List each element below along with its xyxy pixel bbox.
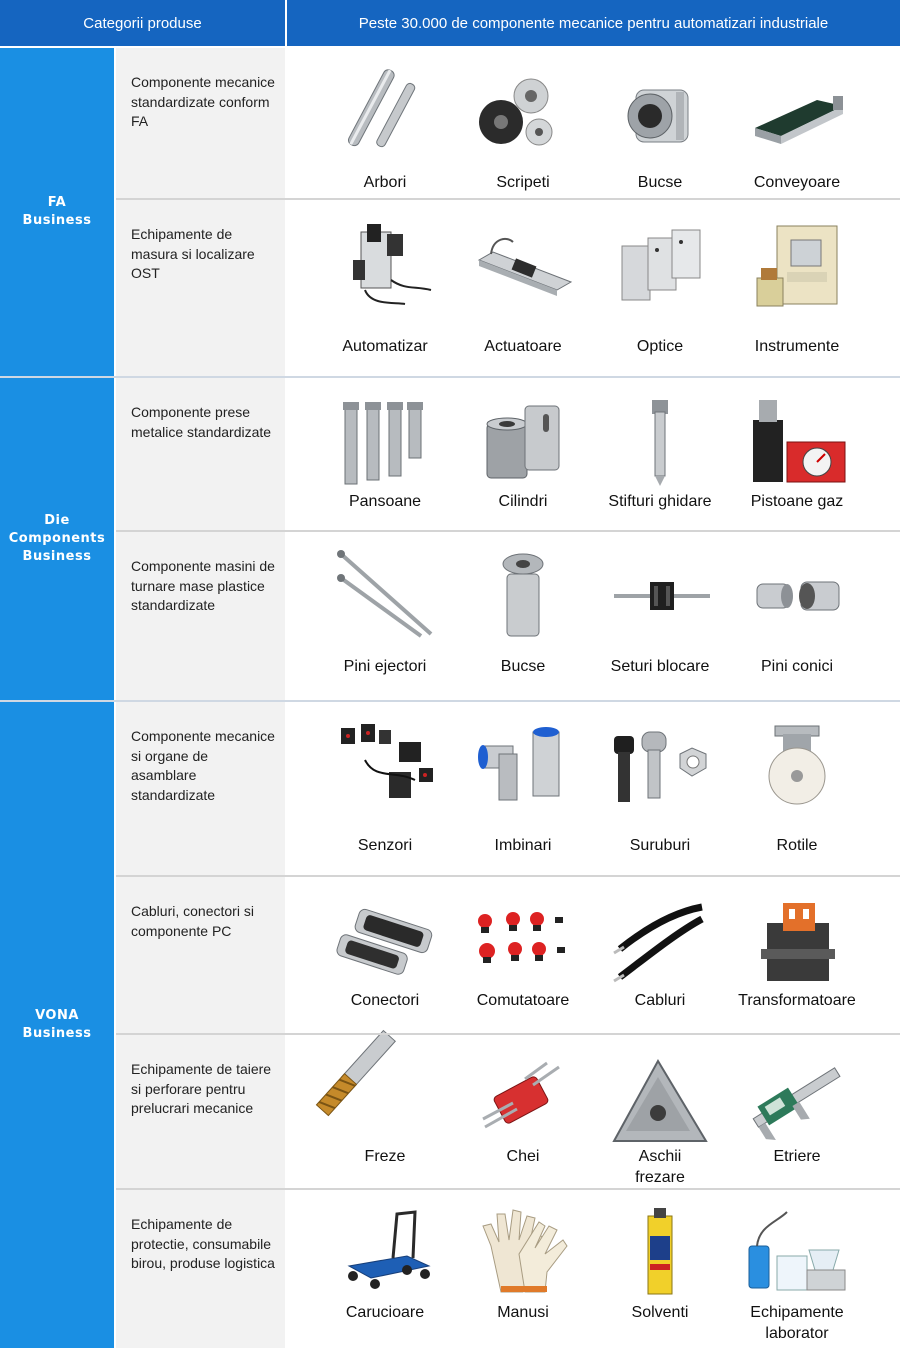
- sensor-icon: [335, 720, 435, 810]
- business-fa: [0, 48, 114, 376]
- product-item[interactable]: [590, 702, 730, 875]
- product-label: Conectori: [350, 992, 420, 1009]
- product-item[interactable]: [590, 1035, 730, 1188]
- product-item[interactable]: [453, 1035, 593, 1188]
- product-label: Manusi: [497, 1304, 549, 1321]
- product-row: [287, 378, 900, 530]
- taper-pin-icon: [747, 550, 847, 640]
- product-item[interactable]: [727, 702, 867, 875]
- header-description-label: Peste 30.000 de componente mecanice pentru automatizari industriale: [358, 14, 829, 32]
- hex-key-icon: [473, 1057, 573, 1147]
- product-label: Cilindri: [498, 493, 548, 510]
- product-label: Aschii frezare: [635, 1148, 685, 1186]
- row-separator: [116, 198, 900, 200]
- product-item[interactable]: [453, 378, 593, 530]
- bushing-icon: [610, 70, 710, 160]
- header-categories-label: Categorii produse: [83, 14, 202, 32]
- product-item[interactable]: [315, 702, 455, 875]
- product-row: [287, 702, 900, 875]
- category-cell: [116, 702, 285, 875]
- product-item[interactable]: [590, 48, 730, 198]
- product-label: Etriere: [773, 1148, 821, 1165]
- category-cell: [116, 378, 285, 530]
- product-item[interactable]: [727, 1035, 867, 1188]
- caliper-icon: [747, 1057, 847, 1147]
- product-item[interactable]: [727, 532, 867, 700]
- product-label: Suruburi: [629, 837, 691, 854]
- product-label: Carucioare: [345, 1304, 425, 1321]
- category-cell: [116, 200, 285, 376]
- row-separator: [0, 376, 900, 378]
- product-label: Transformatoare: [738, 992, 856, 1009]
- shaft-icon: [335, 70, 435, 160]
- row-separator: [116, 530, 900, 532]
- header-categories: [0, 0, 285, 46]
- product-row: [287, 877, 900, 1033]
- product-label: Comutatoare: [476, 992, 570, 1009]
- product-item[interactable]: [453, 877, 593, 1033]
- product-item[interactable]: [590, 1190, 730, 1348]
- product-item[interactable]: [453, 702, 593, 875]
- category-label: Componente masini de turnare mase plastice standardizate: [131, 558, 275, 613]
- product-item[interactable]: [453, 48, 593, 198]
- product-label: Automatizar: [342, 338, 428, 355]
- product-label: Chei: [506, 1148, 540, 1165]
- automation-icon: [335, 220, 435, 310]
- transformer-icon: [747, 899, 847, 989]
- lab-icon: [747, 1206, 847, 1296]
- switch-icon: [473, 899, 573, 989]
- product-item[interactable]: [590, 200, 730, 376]
- product-item[interactable]: [315, 48, 455, 198]
- sleeve-icon: [473, 550, 573, 640]
- product-item[interactable]: [315, 1035, 455, 1188]
- category-label: Componente mecanice standardizate conform FA: [131, 74, 275, 129]
- screw-icon: [610, 720, 710, 810]
- fitting-icon: [473, 720, 573, 810]
- product-item[interactable]: [315, 378, 455, 530]
- product-item[interactable]: [727, 200, 867, 376]
- category-cell: [116, 48, 285, 198]
- category-cell: [116, 532, 285, 700]
- product-item[interactable]: [315, 200, 455, 376]
- category-label: Componente prese metalice standardizate: [131, 404, 272, 440]
- product-item[interactable]: [727, 378, 867, 530]
- row-separator: [116, 1188, 900, 1190]
- category-label: Echipamente de masura si localizare OST: [131, 226, 255, 281]
- cable-icon: [610, 899, 710, 989]
- business-label: VONA Business: [22, 1008, 92, 1041]
- product-item[interactable]: [315, 1190, 455, 1348]
- product-item[interactable]: [453, 532, 593, 700]
- category-label: Echipamente de taiere si perforare pentru prelucrari mecanice: [131, 1061, 272, 1116]
- product-label: Stifturi ghidare: [608, 493, 712, 510]
- product-row: [287, 1035, 900, 1188]
- header-description: [287, 0, 900, 46]
- caster-icon: [747, 720, 847, 810]
- product-label: Bucse: [637, 174, 683, 191]
- product-label: Pini ejectori: [343, 658, 427, 675]
- product-item[interactable]: [590, 378, 730, 530]
- product-item[interactable]: [453, 1190, 593, 1348]
- category-cell: [116, 877, 285, 1033]
- row-separator: [116, 875, 900, 877]
- product-label: Instrumente: [754, 338, 840, 355]
- end-mill-icon: [335, 1057, 435, 1147]
- product-label: Pini conici: [760, 658, 834, 675]
- category-label: Componente mecanice si organe de asamblare standardizate: [131, 728, 275, 803]
- insert-icon: [610, 1057, 710, 1147]
- product-label: Actuatoare: [484, 338, 562, 355]
- guide-pin-icon: [610, 398, 710, 488]
- product-item[interactable]: [315, 877, 455, 1033]
- product-label: Senzori: [357, 837, 413, 854]
- product-label: Bucse: [500, 658, 546, 675]
- category-cell: [116, 1035, 285, 1188]
- solvent-icon: [610, 1206, 710, 1296]
- gas-spring-icon: [747, 398, 847, 488]
- pulley-icon: [473, 70, 573, 160]
- product-label: Conveyoare: [753, 174, 841, 191]
- product-item[interactable]: [315, 532, 455, 700]
- product-label: Imbinari: [494, 837, 552, 854]
- punch-icon: [335, 398, 435, 488]
- product-label: Solventi: [631, 1304, 689, 1321]
- business-label: FA Business: [22, 195, 92, 228]
- row-separator: [116, 1033, 900, 1035]
- business-label: Die Components Business: [8, 513, 106, 564]
- product-label: Pistoane gaz: [750, 493, 844, 510]
- product-item[interactable]: [453, 200, 593, 376]
- glove-icon: [473, 1206, 573, 1296]
- product-row: [287, 48, 900, 198]
- category-label: Cabluri, conectori si componente PC: [131, 903, 254, 939]
- product-item[interactable]: [590, 877, 730, 1033]
- product-label: Echipamente laborator: [750, 1304, 844, 1342]
- product-item[interactable]: [727, 877, 867, 1033]
- ejector-pin-icon: [335, 550, 435, 640]
- cart-icon: [335, 1206, 435, 1296]
- product-item[interactable]: [727, 48, 867, 198]
- product-row: [287, 1190, 900, 1348]
- product-label: Seturi blocare: [610, 658, 710, 675]
- conveyor-icon: [747, 70, 847, 160]
- actuator-icon: [473, 220, 573, 310]
- product-label: Scripeti: [496, 174, 550, 191]
- business-die-components: [0, 378, 114, 700]
- business-vona: [0, 702, 114, 1348]
- optics-icon: [610, 220, 710, 310]
- product-label: Freze: [364, 1148, 406, 1165]
- lock-set-icon: [610, 550, 710, 640]
- connector-icon: [335, 899, 435, 989]
- instrument-icon: [747, 220, 847, 310]
- cylinder-icon: [473, 398, 573, 488]
- product-label: Pansoane: [348, 493, 422, 510]
- product-row: [287, 532, 900, 700]
- category-cell: [116, 1190, 285, 1348]
- product-label: Rotile: [776, 837, 818, 854]
- category-label: Echipamente de protectie, consumabile birou, produse logistica: [131, 1216, 275, 1271]
- product-label: Optice: [636, 338, 684, 355]
- product-item[interactable]: [590, 532, 730, 700]
- product-label: Arbori: [363, 174, 407, 191]
- row-separator: [0, 700, 900, 702]
- product-label: Cabluri: [634, 992, 686, 1009]
- product-item[interactable]: [727, 1190, 867, 1348]
- product-row: [287, 200, 900, 376]
